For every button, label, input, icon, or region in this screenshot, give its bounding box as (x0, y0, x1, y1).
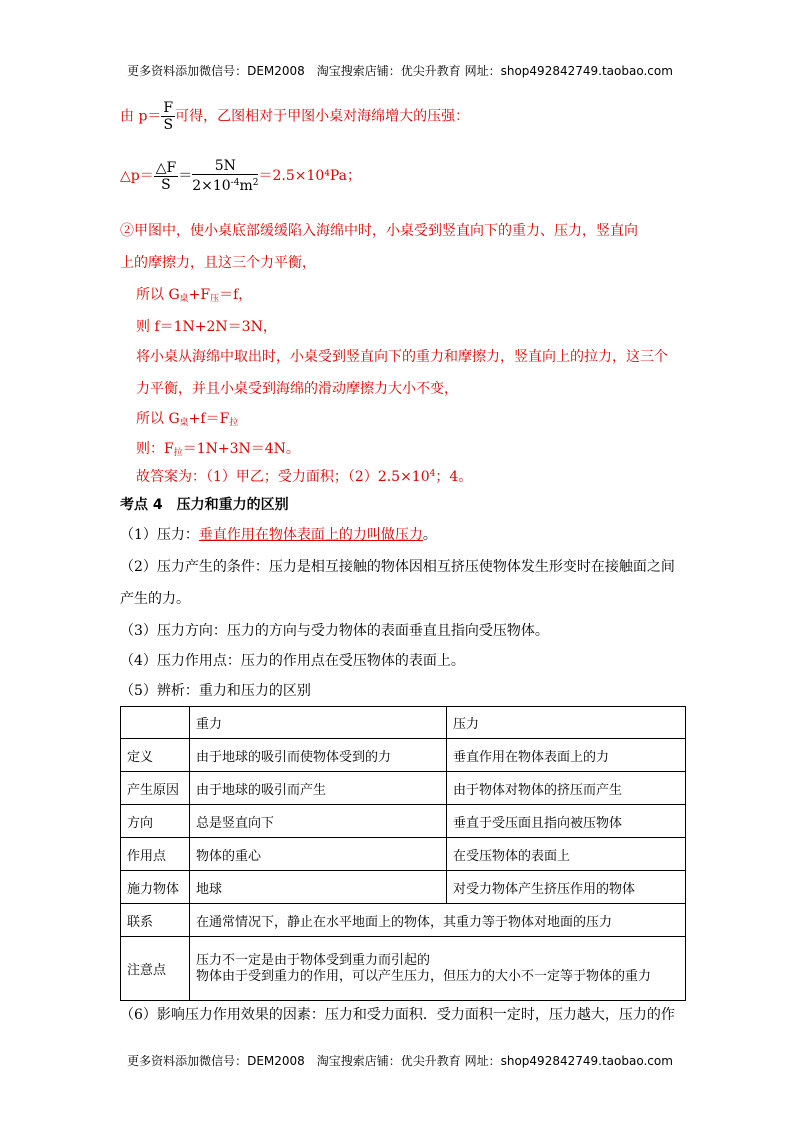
comparison-table (120, 706, 686, 1001)
point-4: （4）压力作用点：压力的作用点在受压物体的表面上。 (120, 653, 465, 669)
point-3: （3）压力方向：压力的方向与受力物体的表面垂直且指向受压物体。 (120, 623, 549, 639)
solution-line-11 (136, 466, 472, 486)
table-cell: 垂直作用在物体表面上的力 (447, 739, 686, 772)
fraction-f-over-s (161, 100, 175, 133)
solution-line-3: ②甲图中，使小桌底部缓缓陷入海绵中时，小桌受到竖直向下的重力、压力，竖直向 (120, 223, 638, 239)
table-row (121, 772, 686, 805)
table-cell (190, 937, 686, 1001)
frac-num: F (163, 100, 174, 116)
fraction-deltaf-over-s (154, 160, 178, 193)
frac-den: S (163, 117, 174, 133)
frac-den (192, 175, 258, 194)
solution-line-8: 力平衡，并且小桌受到海绵的滑动摩擦力大小不变， (136, 381, 458, 397)
table-cell: 垂直于受压面且指向被压物体 (447, 805, 686, 838)
solution-line-9 (136, 408, 238, 428)
solution-l1-pre: 由 p＝ (120, 108, 162, 125)
solution-line-2 (120, 158, 361, 194)
table-cell: 在受压物体的表面上 (447, 838, 686, 871)
p1-a: （1）压力： (120, 527, 199, 543)
table-cell: 由于地球的吸引而产生 (190, 772, 447, 805)
section-title: 考点 4 压力和重力的区别 (120, 497, 289, 513)
l5-sub2: 压 (210, 294, 220, 304)
table-cell: 产生原因 (121, 772, 190, 805)
table-cell: 作用点 (121, 838, 190, 871)
solution-line-7: 将小桌从海绵中取出时，小桌受到竖直向下的重力和摩擦力，竖直向上的拉力，这三个 (136, 349, 668, 365)
frac-num: △F (155, 159, 177, 176)
table-row (121, 871, 686, 904)
table-cell: 物体的重心 (190, 838, 447, 871)
point-1 (120, 524, 437, 544)
l9-b: +f＝F (188, 411, 230, 427)
table-row-lianxi (121, 904, 686, 937)
l11-a: 故答案为：（1）甲乙；受力面积；（2）2.5×10 (136, 469, 430, 485)
zhuyi-line-2: 物体由于受到重力的作用，可以产生压力，但压力的大小不一定等于物体的重力 (196, 968, 652, 984)
solution-l1-post: 可得，乙图相对于甲图小桌对海绵增大的压强： (175, 108, 470, 125)
equals-sign: ＝ (178, 168, 193, 184)
table-cell: 由于地球的吸引而使物体受到的力 (190, 739, 447, 772)
p1-c: 。 (422, 527, 437, 543)
point-2b: 产生的力。 (120, 591, 190, 607)
l5-a: 所以 G (136, 287, 180, 303)
page-header: 更多资料添加微信号：DEM2008 淘宝搜索店铺：优尖升教育 网址：shop492842749.taobao.com (127, 64, 673, 78)
table-header-cell (121, 707, 190, 739)
zhuyi-line-1: 压力不一定是由于物体受到重力而引起的 (196, 952, 431, 968)
table-cell: 联系 (121, 904, 190, 937)
point-5: （5）辨析：重力和压力的区别 (120, 683, 311, 699)
table-cell: 地球 (190, 871, 447, 904)
table-cell: 方向 (121, 805, 190, 838)
table-header-cell: 重力 (190, 707, 447, 739)
table-cell: 施力物体 (121, 871, 190, 904)
den-part-b: m (239, 178, 253, 194)
l5-b: +F (188, 287, 211, 303)
point-6: （6）影响压力作用效果的因素：压力和受力面积．受力面积一定时，压力越大，压力的作 (120, 1007, 675, 1023)
table-cell: 总是竖直向下 (190, 805, 447, 838)
l10-sub: 拉 (173, 448, 183, 458)
solution-line-4: 上的摩擦力，且这三个力平衡， (120, 255, 316, 271)
table-cell: 注意点 (121, 937, 190, 1001)
l9-sub1: 桌 (179, 418, 189, 428)
frac-den: S (161, 176, 171, 193)
point-2a: （2）压力产生的条件：压力是相互接触的物体因相互挤压使物体发生形变时在接触面之间 (120, 559, 675, 575)
table-row (121, 739, 686, 772)
table-cell: 在通常情况下，静止在水平地面上的物体，其重力等于物体对地面的压力 (190, 904, 686, 937)
fraction-5n-over-area (192, 158, 258, 194)
l5-sub1: 桌 (179, 294, 189, 304)
table-cell: 对受力物体产生挤压作用的物体 (447, 871, 686, 904)
frac-num: 5N (192, 158, 258, 175)
den-part-a: 2×10 (192, 178, 231, 194)
solution-line-10 (136, 438, 300, 458)
table-cell: 由于物体对物体的挤压而产生 (447, 772, 686, 805)
solution-l2-post: ＝2.5×10⁴Pa； (258, 168, 362, 184)
table-header-cell: 压力 (447, 707, 686, 739)
table-row (121, 838, 686, 871)
table-cell: 定义 (121, 739, 190, 772)
den-exp2: 2 (252, 178, 259, 188)
l9-sub2: 拉 (229, 418, 239, 428)
l10-b: ＝1N+3N＝4N。 (182, 441, 300, 457)
solution-l2-pre: △p＝ (120, 168, 154, 184)
solution-line-5 (136, 284, 252, 304)
l10-a: 则：F (136, 441, 174, 457)
den-exp: -4 (230, 178, 240, 188)
page-footer: 更多资料添加微信号：DEM2008 淘宝搜索店铺：优尖升教育 网址：shop492842749.taobao.com (127, 1054, 673, 1068)
l9-a: 所以 G (136, 411, 180, 427)
l11-sup: 4 (429, 469, 436, 479)
l11-b: ；4。 (435, 469, 473, 485)
table-row-zhuyi (121, 937, 686, 1001)
solution-line-1 (120, 100, 469, 133)
table-header-row (121, 707, 686, 739)
p1-definition: 垂直作用在物体表面上的力叫做压力 (198, 527, 423, 543)
solution-line-6: 则 f＝1N+2N＝3N， (136, 319, 277, 335)
l5-c: ＝f， (219, 287, 253, 303)
table-row (121, 805, 686, 838)
